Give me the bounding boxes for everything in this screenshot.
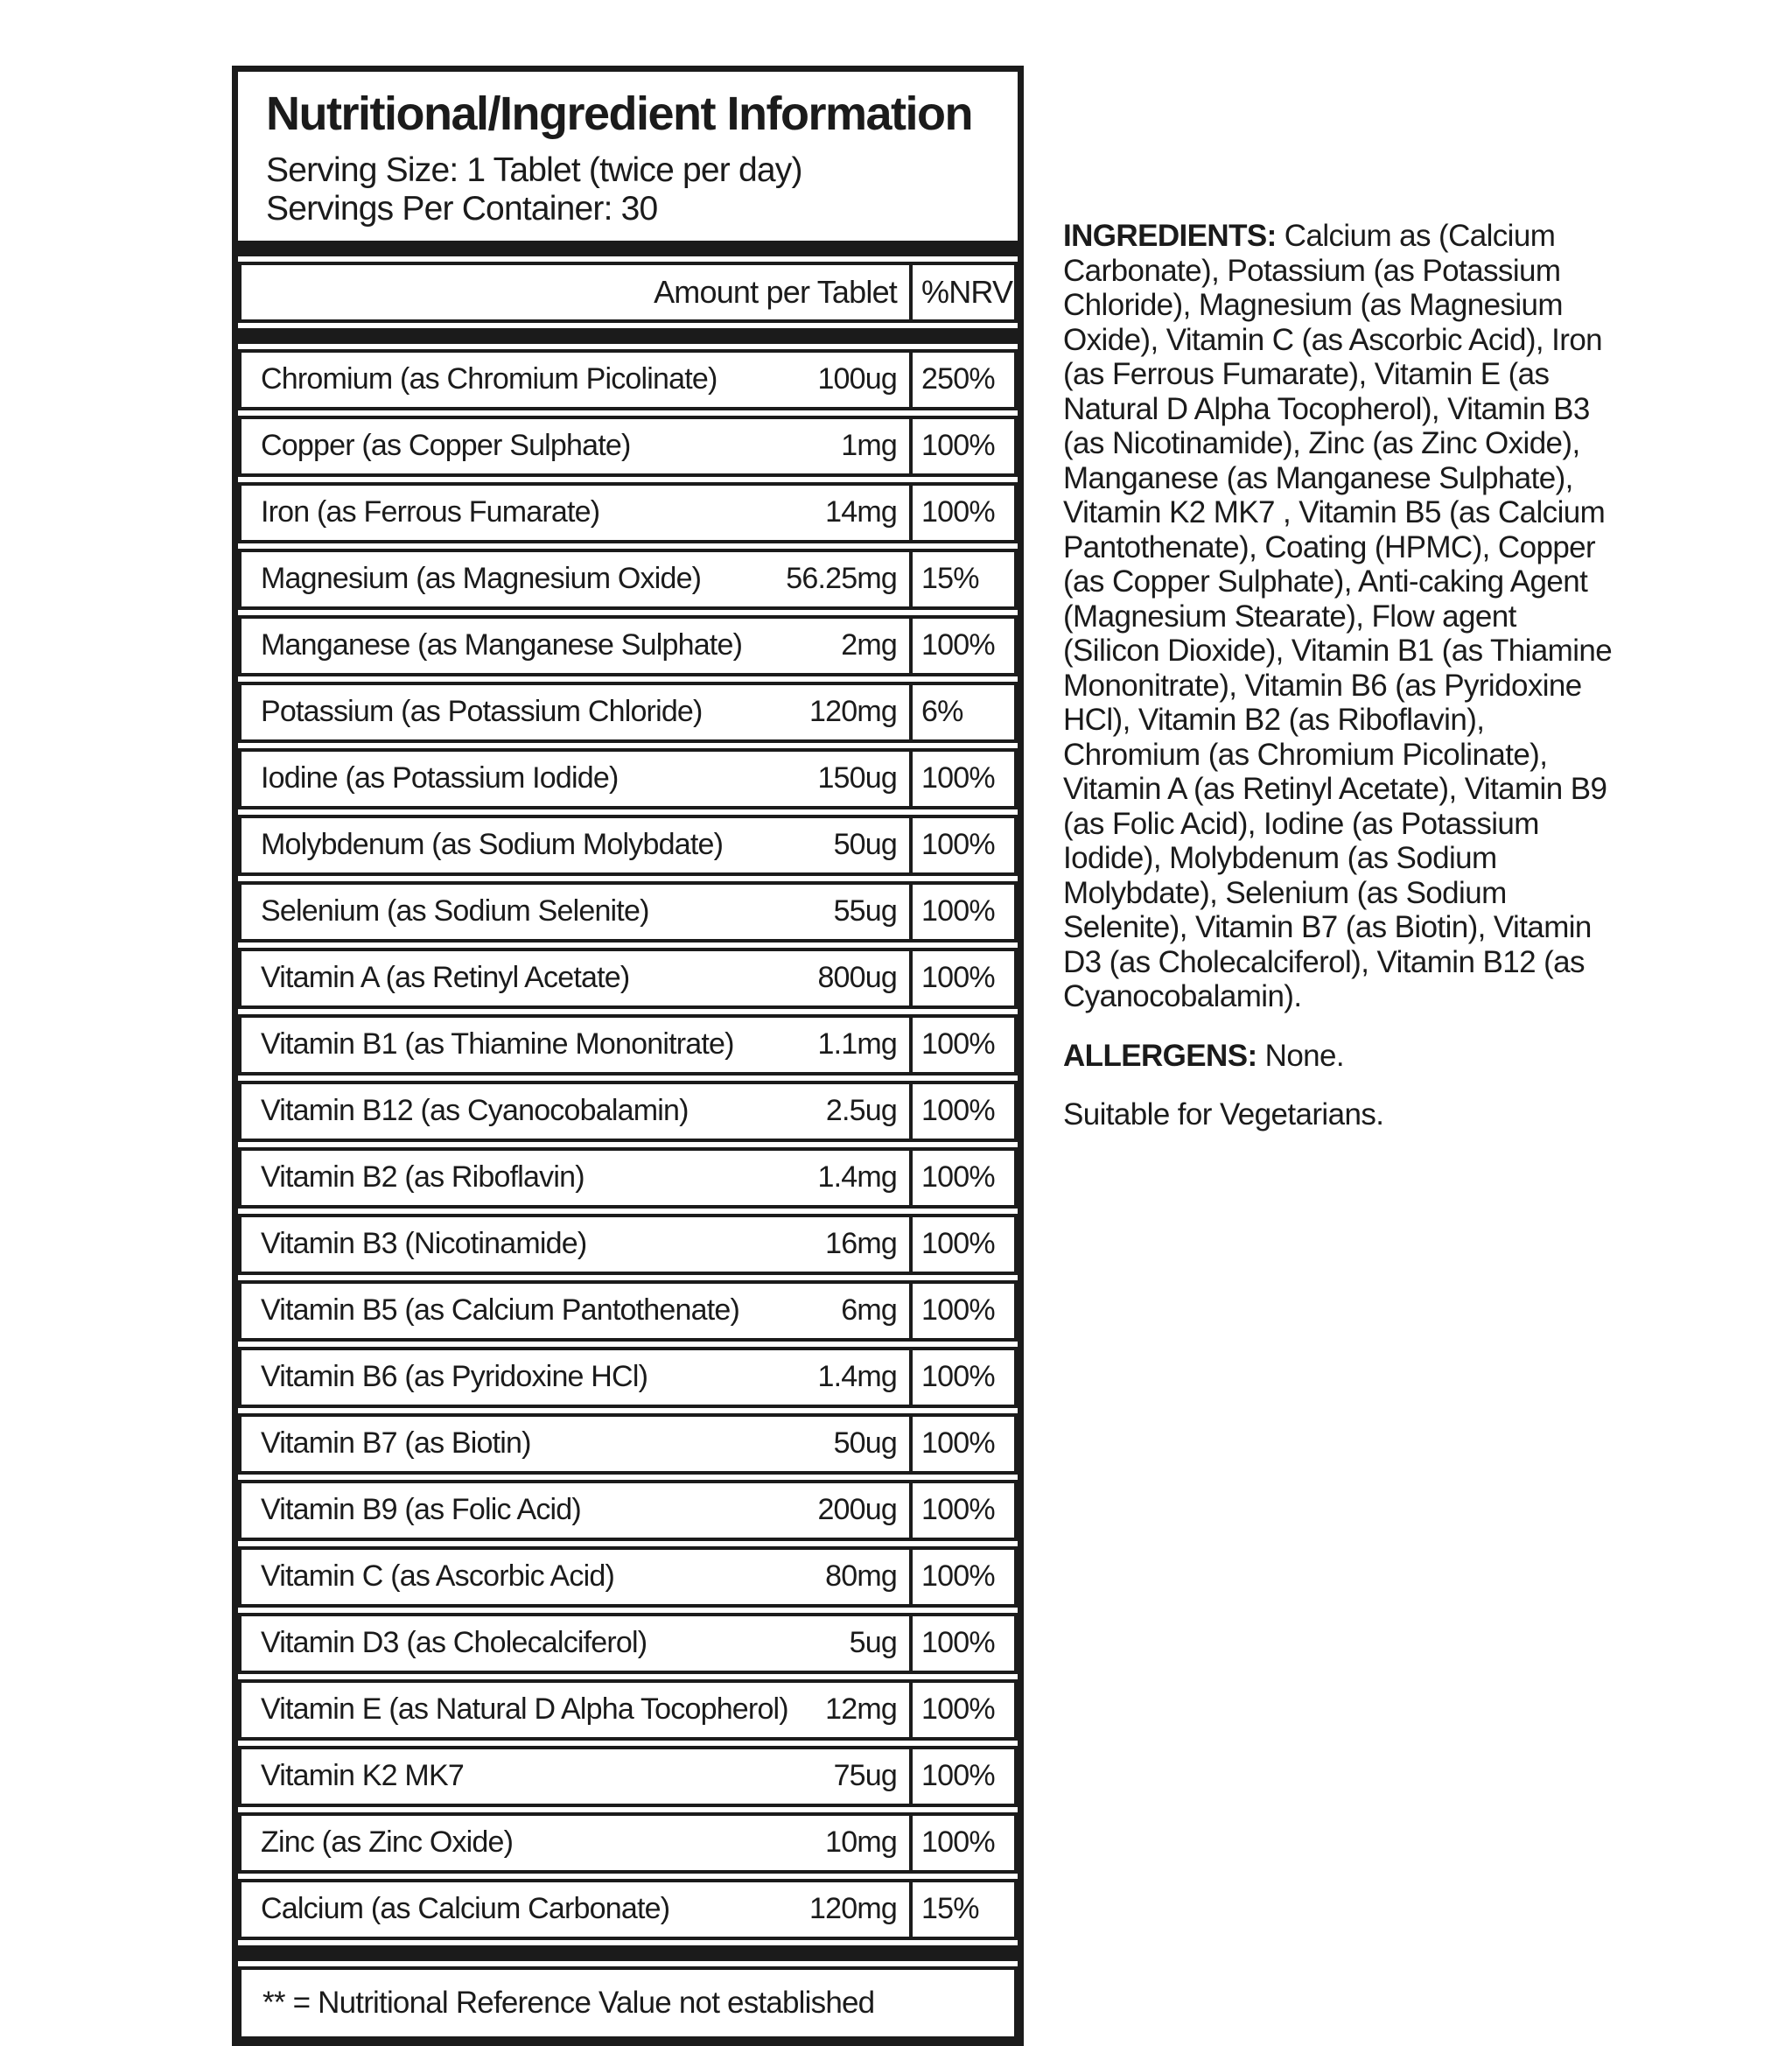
nutrient-name: Vitamin B3 (Nicotinamide) [261, 1227, 587, 1261]
table-row [238, 815, 1018, 876]
nutrient-nrv: 100% [909, 1417, 1014, 1471]
table-row [238, 748, 1018, 809]
nutrient-nrv: 100% [909, 1616, 1014, 1671]
nutrient-name: Vitamin D3 (as Cholecalciferol) [261, 1626, 648, 1660]
nutrient-name: Vitamin C (as Ascorbic Acid) [261, 1559, 615, 1594]
nutrient-nrv: 100% [909, 951, 1014, 1005]
table-row [238, 1214, 1018, 1275]
table-row [238, 1413, 1018, 1475]
nutrient-amount: 2mg [841, 628, 897, 662]
nutrient-amount: 50ug [833, 1426, 897, 1461]
table-row [238, 1347, 1018, 1408]
nutrient-nrv: 100% [909, 1749, 1014, 1804]
nutrient-amount: 200ug [817, 1493, 897, 1527]
nutrient-name: Vitamin B6 (as Pyridoxine HCl) [261, 1360, 648, 1394]
table-row [238, 549, 1018, 610]
nutrient-nrv: 100% [909, 1483, 1014, 1538]
nutrient-name: Iodine (as Potassium Iodide) [261, 761, 619, 795]
vegetarian-note: Suitable for Vegetarians. [1063, 1097, 1384, 1132]
nutrient-nrv: 100% [909, 1151, 1014, 1205]
nutrient-name: Molybdenum (as Sodium Molybdate) [261, 828, 724, 862]
nutrient-amount: 1.4mg [817, 1360, 897, 1394]
nutrient-nrv: 250% [909, 353, 1014, 407]
nutrient-name: Calcium (as Calcium Carbonate) [261, 1892, 670, 1926]
table-row [238, 1014, 1018, 1076]
table-row [238, 416, 1018, 477]
table-row [238, 1546, 1018, 1608]
nutrient-amount: 1mg [841, 429, 897, 463]
nutrient-name: Manganese (as Manganese Sulphate) [261, 628, 743, 662]
table-row [238, 615, 1018, 676]
column-header-amount: Amount per Tablet [654, 273, 897, 310]
table-row [238, 1081, 1018, 1142]
table-row [238, 1147, 1018, 1209]
nutrient-nrv: 100% [909, 619, 1014, 673]
nutrient-nrv: 15% [909, 552, 1014, 606]
nutrient-amount: 80mg [825, 1559, 897, 1594]
table-row [238, 1613, 1018, 1674]
nutrient-rows [238, 344, 1018, 1945]
nutrient-amount: 16mg [825, 1227, 897, 1261]
table-row [238, 1746, 1018, 1807]
nutrient-name: Potassium (as Potassium Chloride) [261, 695, 703, 729]
nutrient-name: Iron (as Ferrous Fumarate) [261, 495, 600, 529]
nutrient-amount: 56.25mg [786, 562, 897, 596]
allergens-line [1063, 1039, 1616, 1074]
ingredients-text: Calcium as (Calcium Carbonate), Potassium (as Potassium Chloride), Magnesium (as Magnesium Oxide), Vitamin C (as Ascorbic Acid), Iron (as Ferrous Fumarate), Vitamin E (as Natural D Alpha Tocopherol), Vitamin B3 (as Nicotinamide), Zinc (as Zinc Oxide), Manganese (as Manganese Sulphate), Vitamin K2 MK7 , Vitamin B5 (as Calcium Pantothenate), Coating (HPMC), Copper (as Copper Sulphate), Anti-caking Agent (Magnesium Stearate), Flow agent (Silicon Dioxide), Vitamin B1 (as Thiamine Mononitrate), Vitamin B6 (as Pyridoxine HCl), Vitamin B2 (as Riboflavin), Chromium (as Chromium Picolinate), Vitamin A (as Retinyl Acetate), Vitamin B9 (as Folic Acid), Iodine (as Potassium Iodide), Molybdenum (as Sodium Molybdate), Selenium (as Sodium Selenite), Vitamin B7 (as Biotin), Vitamin D3 (as Cholecalciferol), Vitamin B12 (as Cyanocobalamin). [1063, 219, 1613, 1013]
nutrient-name: Chromium (as Chromium Picolinate) [261, 362, 718, 396]
nutrient-name: Vitamin K2 MK7 [261, 1759, 464, 1793]
table-row [238, 1480, 1018, 1541]
nutrient-name: Zinc (as Zinc Oxide) [261, 1825, 514, 1860]
nutrient-nrv: 100% [909, 885, 1014, 939]
nutrient-nrv: 6% [909, 685, 1014, 739]
nutrient-nrv: 100% [909, 1350, 1014, 1405]
nutrient-nrv: 100% [909, 486, 1014, 540]
nutrient-nrv: 100% [909, 419, 1014, 473]
table-header-row [238, 262, 1018, 323]
divider-bar-top [238, 241, 1018, 256]
nutrient-amount: 50ug [833, 828, 897, 862]
ingredients-column [1063, 219, 1616, 1132]
nutrient-nrv: 100% [909, 1217, 1014, 1272]
nutrient-amount: 120mg [809, 695, 897, 729]
nutrient-name: Vitamin B12 (as Cyanocobalamin) [261, 1094, 689, 1128]
nutrient-nrv: 15% [909, 1882, 1014, 1937]
nutrient-amount: 6mg [841, 1293, 897, 1328]
panel-header [238, 72, 1018, 241]
nutrient-nrv: 100% [909, 1018, 1014, 1072]
table-row [238, 881, 1018, 942]
nutrient-amount: 150ug [817, 761, 897, 795]
nutrient-name: Selenium (as Sodium Selenite) [261, 894, 649, 928]
panel-title: Nutritional/Ingredient Information [266, 88, 972, 140]
footnote-text: ** = Nutritional Reference Value not established [262, 1985, 875, 2020]
nutrient-nrv: 100% [909, 1683, 1014, 1737]
table-row [238, 1812, 1018, 1874]
ingredients-paragraph [1063, 219, 1616, 1014]
table-footnote-row [238, 1966, 1018, 2040]
table-row [238, 1280, 1018, 1342]
nutrient-amount: 14mg [825, 495, 897, 529]
nutrient-name: Vitamin B7 (as Biotin) [261, 1426, 531, 1461]
nutrient-amount: 75ug [833, 1759, 897, 1793]
serving-size: Serving Size: 1 Tablet (twice per day) [266, 151, 802, 189]
allergens-label: ALLERGENS: [1063, 1038, 1257, 1073]
nutrient-amount: 800ug [817, 961, 897, 995]
nutrient-name: Vitamin B5 (as Calcium Pantothenate) [261, 1293, 739, 1328]
nutrient-name: Vitamin E (as Natural D Alpha Tocopherol) [261, 1692, 788, 1727]
nutrient-amount: 1.4mg [817, 1160, 897, 1195]
nutrient-nrv: 100% [909, 1816, 1014, 1870]
nutrient-amount: 12mg [825, 1692, 897, 1727]
servings-per-container: Servings Per Container: 30 [266, 189, 658, 228]
table-row [238, 948, 1018, 1009]
ingredients-label: INGREDIENTS: [1063, 219, 1277, 253]
nutrient-nrv: 100% [909, 818, 1014, 872]
nutrient-nrv: 100% [909, 1084, 1014, 1139]
nutrient-amount: 100ug [817, 362, 897, 396]
table-row [238, 1679, 1018, 1741]
nutrient-nrv: 100% [909, 1284, 1014, 1338]
nutrient-amount: 2.5ug [825, 1094, 897, 1128]
nutrient-amount: 1.1mg [817, 1027, 897, 1062]
nutrient-amount: 10mg [825, 1825, 897, 1860]
allergens-value: None. [1264, 1038, 1345, 1073]
nutrient-name: Magnesium (as Magnesium Oxide) [261, 562, 702, 596]
nutrient-nrv: 100% [909, 752, 1014, 806]
table-row [238, 1879, 1018, 1940]
column-header-nrv: %NRV [909, 265, 1014, 319]
nutrient-nrv: 100% [909, 1550, 1014, 1604]
table-row [238, 482, 1018, 543]
nutrient-amount: 120mg [809, 1892, 897, 1926]
nutrient-amount: 55ug [833, 894, 897, 928]
nutrient-name: Vitamin B9 (as Folic Acid) [261, 1493, 581, 1527]
nutrient-name: Vitamin A (as Retinyl Acetate) [261, 961, 630, 995]
divider-bar-bottom [238, 1945, 1018, 1961]
nutrition-panel [232, 66, 1024, 2046]
nutrient-name: Vitamin B1 (as Thiamine Mononitrate) [261, 1027, 734, 1062]
table-row [238, 682, 1018, 743]
table-row [238, 349, 1018, 410]
nutrient-amount: 5ug [849, 1626, 897, 1660]
nutrient-name: Vitamin B2 (as Riboflavin) [261, 1160, 584, 1195]
nutrient-name: Copper (as Copper Sulphate) [261, 429, 631, 463]
divider-bar-header [238, 328, 1018, 344]
